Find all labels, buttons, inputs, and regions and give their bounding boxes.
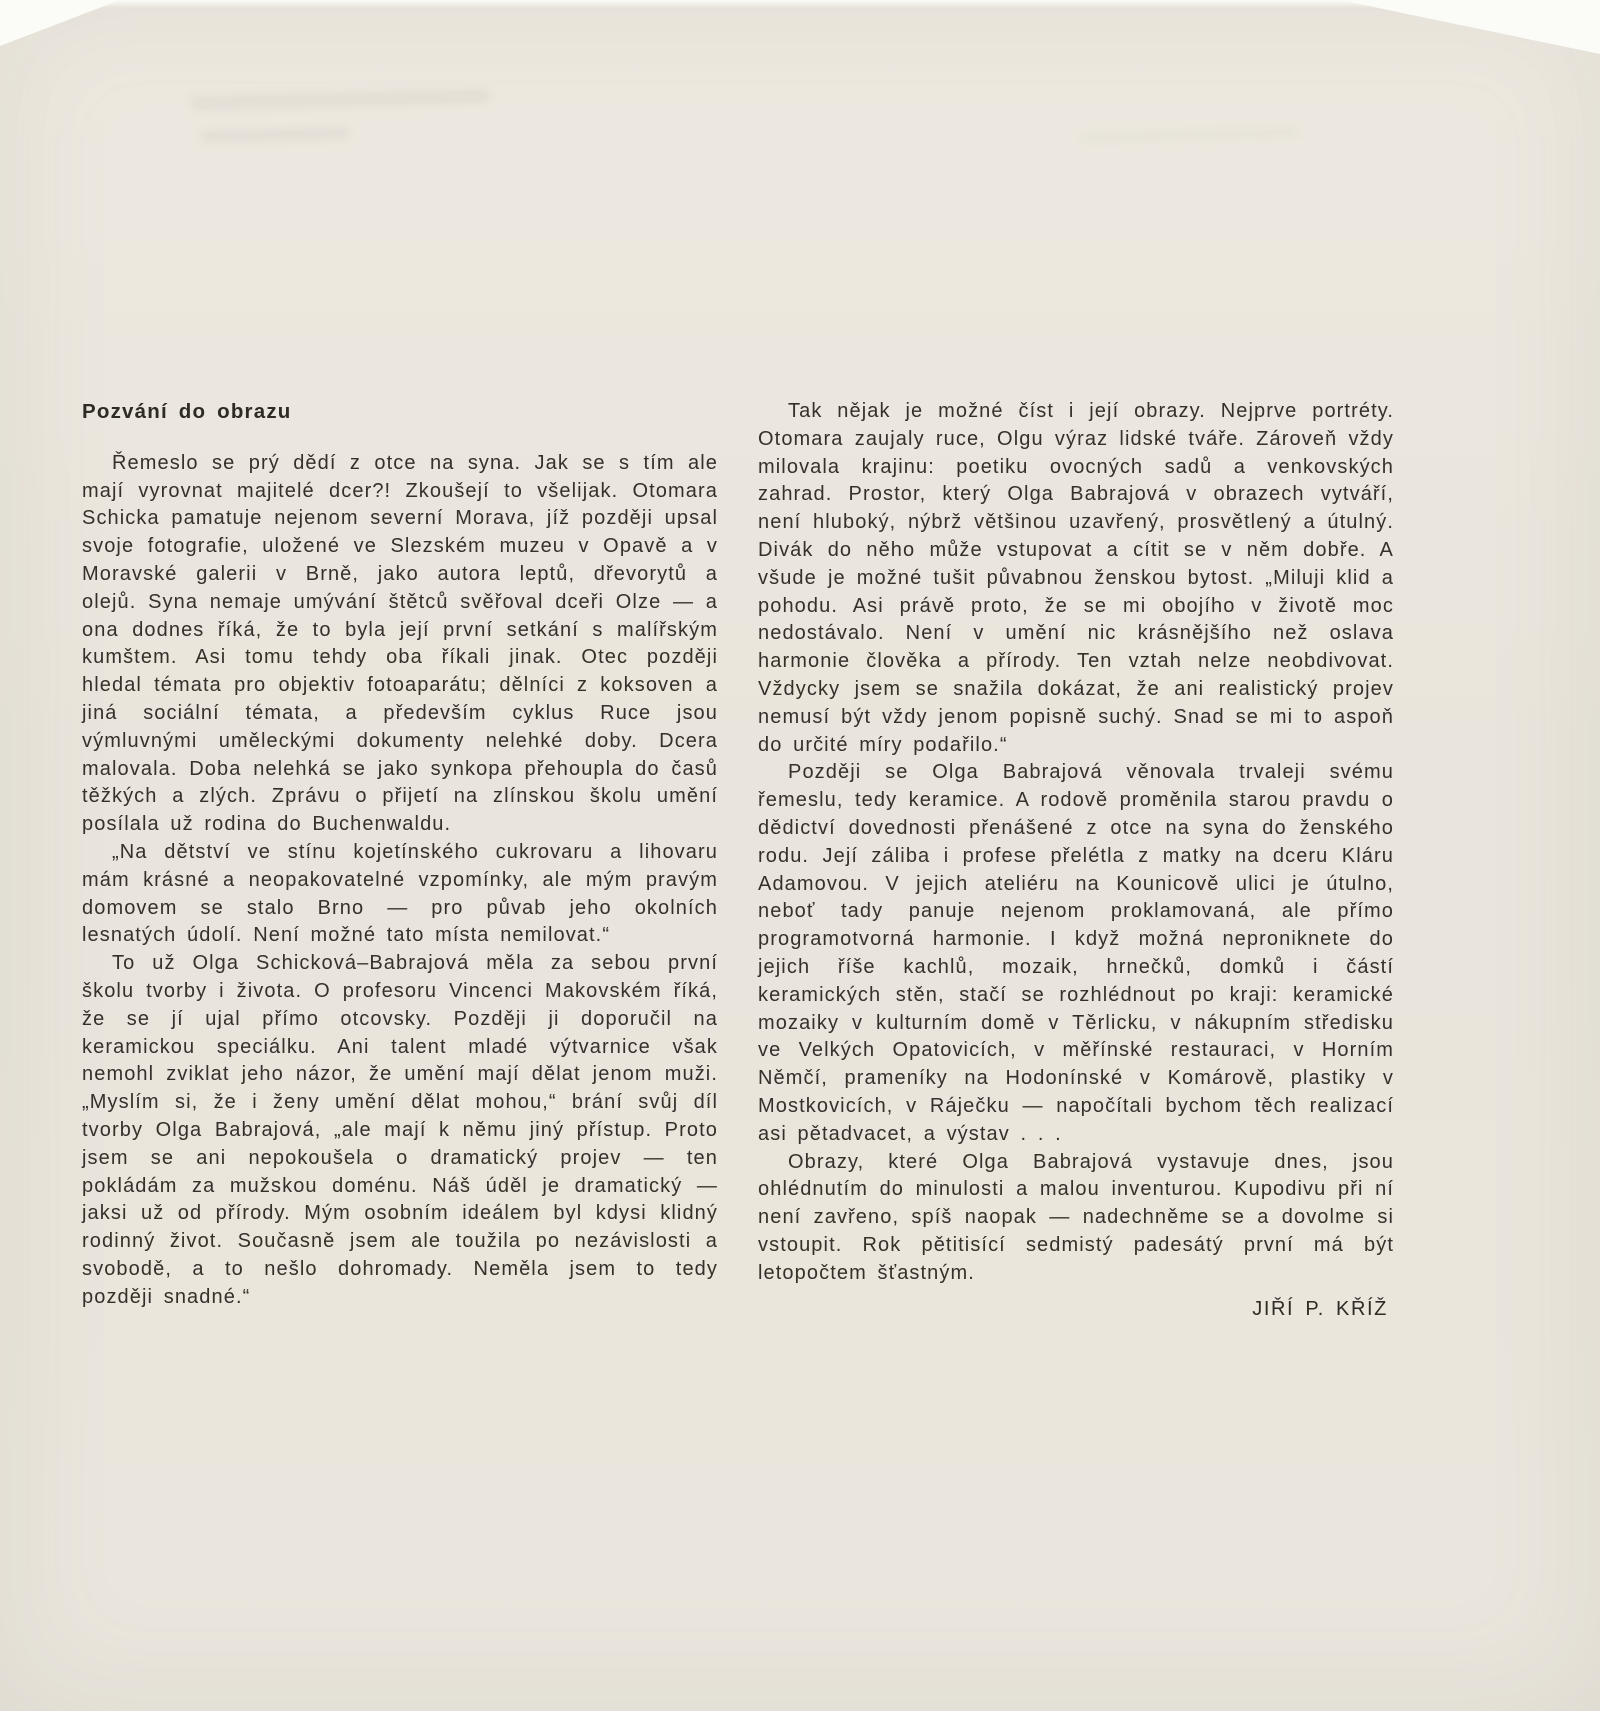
ink-bleed-ghost (190, 88, 490, 112)
article-body (82, 398, 1394, 1323)
left-column (82, 398, 718, 1323)
ink-bleed-ghost (200, 126, 350, 144)
scanner-corner-top-left (0, 0, 120, 46)
paragraph-childhood-quote: „Na dětství ve stínu kojetínského cukrovaru a lihovaru mám krásné a neopakovatelné vzpomínky, ale mým pravým domovem se stalo Brno — pro půvab jeho okolních lesnatých údolí. Není možné tato místa nemilovat.“ (82, 840, 718, 947)
paragraph-paintings: Tak nějak je možné číst i její obrazy. Nejprve portréty. Otomara zaujaly ruce, Olgu výraz lidské tváře. Zároveň vždy milovala krajinu: poetiku ovocných sadů a venkovských zahrad. Prostor, který Olga Babrajová v obrazech vytváří, není hluboký, nýbrž většinou uzavřený, prosvětlený a útulný. Divák do něho může vstupovat a cítit se v něm dobře. A všude je možné tušit půvabnou ženskou bytost. „Miluji klid a pohodu. Asi právě proto, že se mi obojího v životě moc nedostávalo. Není v umění nic krásnějšího než oslava harmonie člověka a přírody. Ten vztah nelze neobdivovat. Vždycky jsem se snažila dokázat, že ani realistický projev nemusí být vždy jenom popisně suchý. Snad se mi to aspoň do určité míry podařilo.“ (758, 400, 1394, 756)
author-signature: JIŘÍ P. KŘÍŽ (1252, 1297, 1388, 1320)
paragraph-craft-heritage: Řemeslo se prý dědí z otce na syna. Jak se s tím ale mají vyrovnat majitelé dcer?! Zkoušejí to všelijak. Otomara Schicka pamatuje nejenom severní Morava, jíž později upsal svoje fotografie, uložené ve Slezském muzeu v Opavě a v Moravské galerii v Brně, jako autora leptů, dřevorytů a olejů. Syna nemaje umývání štětců svěřoval dceři Olze — a ona dodnes říká, že to byla její první setkání s malířským kumštem. Asi tomu tehdy oba říkali jinak. Otec později hledal témata pro objektiv fotoaparátu; dělníci z koksoven a jiná sociální témata, a především cyklus Ruce jsou výmluvnými uměleckými dokumenty nelehké doby. Dcera malovala. Doba nelehká se jako synkopa přehoupla do časů těžkých a zlých. Zprávu o přijetí na zlínskou školu umění posílala už rodina do Buchenwaldu. (82, 451, 718, 836)
paragraph-exhibition-closing: Obrazy, které Olga Babrajová vystavuje dnes, jsou ohlédnutím do minulosti a malou inventurou. Kupodivu při ní není zavřeno, spíš naopak — nadechněme se a dovolme si vstoupit. Rok pětitisící sedmistý padesátý první má být letopočtem šťastným. (758, 1150, 1394, 1284)
article-title: Pozvání do obrazu (82, 400, 292, 423)
paragraph-ceramics: Později se Olga Babrajová věnovala trvaleji svému řemeslu, tedy keramice. A rodově proměnila starou pravdu o dědictví dovednosti přenášené z otce na syna do ženského rodu. Její záliba i profese přelétla z matky na dceru Kláru Adamovou. V jejich ateliéru na Kounicově ulici je útulno, neboť tady panuje nejenom proklamovaná, ale přímo programotvorná harmonie. I když možná neproniknete do jejich říše kachlů, mozaik, hrnečků, domků i částí keramických stěn, stačí se rozhlédnout po kraji: keramické mozaiky v kulturním domě v Těrlicku, v nákupním středisku ve Velkých Opatovicích, v měřínské restauraci, v Horním Němčí, prameníky na Hodonínské v Komárově, plastiky v Mostkovicích, v Ráječku — napočítali bychom těch realizací asi pětadvacet, a výstav . . . (758, 761, 1394, 1145)
ink-bleed-ghost (1080, 127, 1300, 143)
right-column (758, 398, 1394, 1323)
paragraph-school-of-life: To už Olga Schicková–Babrajová měla za sebou první školu tvorby i života. O profesoru Vincenci Makovském říká, že se jí ujal přímo otcovsky. Později ji doporučil na keramickou speciálku. Ani talent mladé výtvarnice však nemohl zviklat jeho názor, že umění mají dělat jenom muži. „Myslím si, že i ženy umění dělat mohou,“ brání svůj díl tvorby Olga Babrajová, „ale mají k němu jiný přístup. Proto jsem se ani nepokoušela o dramatický projev — ten pokládám za mužskou doménu. Náš úděl je dramatický — jaksi už od přírody. Mým osobním ideálem byl kdysi klidný rodinný život. Současně jsem ale toužila po nezávislosti a svobodě, a to nešlo dohromady. Neměla jsem to tedy později snadné.“ (82, 952, 718, 1308)
scanner-corner-top-right (1340, 0, 1600, 54)
